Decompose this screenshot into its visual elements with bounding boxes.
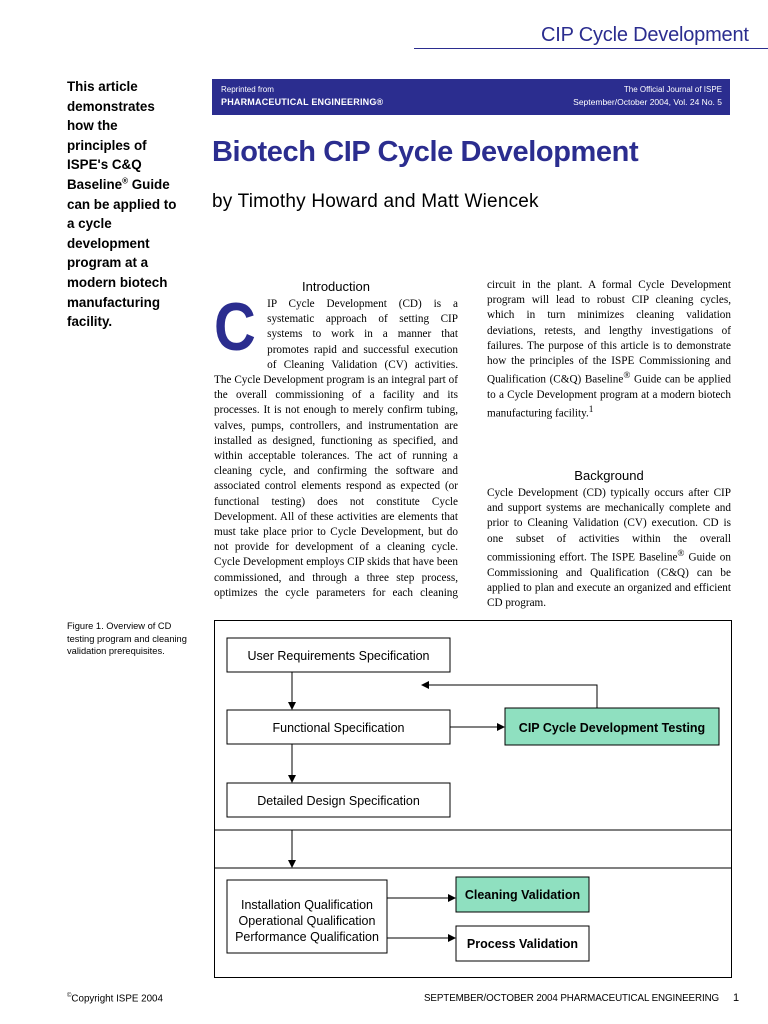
official-journal-label: The Official Journal of ISPE (623, 85, 722, 94)
summary-part-1: This article demonstrates how the principles of ISPE's C&Q Baseline (67, 79, 155, 192)
cd-overview-diagram (214, 620, 732, 978)
introduction-flow (214, 278, 731, 610)
label-iq: Installation Qualification (240, 898, 374, 912)
introduction-text-end: Guide can be applied to a Cycle Development program at a modern biotech manufacturing facility. (487, 373, 731, 421)
background-text: Cycle Development (CD) typically occurs after CIP and support systems are mechanically complete and prior to Cleaning Validation (CV) execution. CD is one subset of activities within the overall commissioning effort. The ISPE Baseline (487, 487, 731, 564)
copyright-notice (67, 993, 163, 1004)
introduction-text: IP Cycle Development (CD) is a systematic approach of setting CIP systems to work in a manner that promotes rapid and successful execution of Cleaning Validation (CV) activities. The Cycle Development program is an integral part of the overall commissioning of a facility and its processes. It is not enough to merely confirm tubing, valves, pumps, controllers, and instrumentation are installed as designed, functioning as specified, and within acceptable tolerances. The act of running a cleaning cycle, and confirming the software and associated control elements respond as expected (or functional testing) does not constitute Cycle Development. All of these activities are elements that must take place prior to Cycle Development, but do not provide for development of a cleaning cycle. Cycle Development employs CIP skids that have been commissioned, and through a three step process, optimizes the cycle parameters for each cleaning circuit in the plant. A formal Cycle Development program will lead to robust CIP cleaning cycles, which in turn minimizes cleaning validation deviations, retests, and lengthy investigations of failures. The purpose of this article is to demonstrate how the principles of the ISPE Commissioning and Qualification (C&Q) Baseline (214, 279, 731, 599)
label-cip-testing: CIP Cycle Development Testing (518, 721, 706, 735)
footnote-ref: 1 (588, 405, 594, 416)
article-summary (67, 77, 182, 332)
reg-mark: ® (623, 371, 631, 382)
label-oq: Operational Qualification (238, 914, 376, 928)
reprinted-from-label: Reprinted from (221, 85, 274, 94)
footer-issue-line: SEPTEMBER/OCTOBER 2004 PHARMACEUTICAL ENGINEERING (424, 993, 720, 1004)
copyright-text: Copyright ISPE 2004 (71, 993, 163, 1005)
introduction-heading: Introduction (302, 279, 370, 294)
header-rule (414, 48, 768, 49)
section-header-title: CIP Cycle Development (541, 24, 749, 46)
copyright-mark: © (67, 993, 72, 999)
label-process-validation: Process Validation (466, 937, 579, 951)
background-text-end: Guide on Commissioning and Qualification (C&Q) can be applied to plan and execute an organized and efficient CD program. (487, 551, 731, 610)
label-detailed-design: Detailed Design Specification (257, 794, 420, 808)
figure-caption: Figure 1. Overview of CD testing program and cleaning validation prerequisites. (67, 621, 187, 657)
article-title: Biotech CIP Cycle Development (212, 136, 639, 168)
dropcap-letter: C (214, 289, 256, 365)
summary-reg-mark: ® (122, 176, 128, 186)
label-pq: Performance Qualification (235, 930, 379, 944)
label-user-requirements: User Requirements Specification (247, 649, 430, 663)
background-heading: Background (574, 468, 644, 483)
issue-label: September/October 2004, Vol. 24 No. 5 (573, 97, 722, 107)
summary-part-2: Guide can be applied to a cycle development program at a modern biotech manufacturing facility. (67, 176, 177, 330)
label-cleaning-validation: Cleaning Validation (464, 888, 581, 902)
page-number: 1 (733, 992, 740, 1004)
background-reg-mark: ® (677, 548, 685, 559)
journal-name: PHARMACEUTICAL ENGINEERING® (221, 97, 384, 107)
label-functional-spec: Functional Specification (272, 721, 405, 735)
reprint-banner (212, 79, 730, 115)
article-byline: by Timothy Howard and Matt Wiencek (212, 191, 539, 212)
arrow-cip-feedback (422, 685, 597, 708)
